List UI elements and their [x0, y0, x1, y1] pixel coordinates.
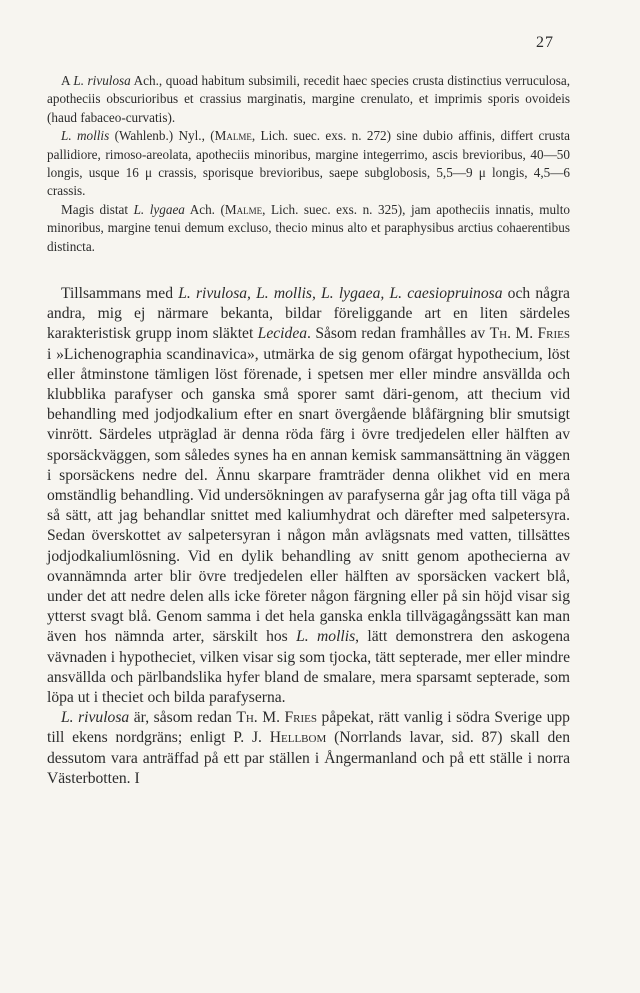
main-paragraph: L. rivulosa är, såsom redan Th. M. Fries påpekat, rätt vanlig i södra Sverige upp till ekens nordgräns; enligt P. J. Hellbom (Norrlands lavar, sid. 87) skall den dessutom vara anträffad på ett par ställen i Ångermanland och på ett ställe i norra Västerbotten. I [47, 709, 570, 787]
small-paragraph: A L. rivulosa Ach., quoad habitum subsimili, recedit haec species crusta distinctius verruculosa, apotheciis obscurioribus et crassius marginatis, margine crenulato, et imprimis sporis ovoideis (haud fabaceo-curvatis). [47, 73, 570, 125]
main-paragraph: Tillsammans med L. rivulosa, L. mollis, L. lygaea, L. caesiopruinosa och några andra, mig ej närmare bekanta, bildar föreliggande art en liten särdeles karakteristisk grupp inom släktet Lecidea. Såsom redan framhålles av Th. M. Fries i »Lichenographia scandinavica», utmärka de sig genom ofärgat hypothecium, löst eller åtminstone tämligen löst förenade, i spetsen mer eller mindre ansvällda och klubblika parafyser och ganska små sporer samt däri-genom, att thecium vid behandling med jodjodkalium efter en snart övergående blåfärgning blir smutsigt vinrött. Särdeles utpräglad är denna röda färg i övre tredjedelen eller hälften av sporsäckväggen, som således synes ha en annan kemisk sammansättning än väggen i sporsäckens nedre del. Ännu skarpare framträder denna olikhet vid en mera omständlig behandling. Vid undersökningen av parafyserna går jag ofta till väga på så sätt, att jag behandlar snittet med kaliumhydrat och därefter med salpetersyra. Sedan överskottet av salpetersyran i någon mån avlägsnats med vatten, tillsättes jodjodkaliumlösning. Vid en dylik behandling av snitt genom apothecierna av ovannämnda arter blir övre tredjedelen eller hälften av sporsäcken vackert blå, under det att nedre delen alls icke företer någon färgning eller på sin höjd visar sig ytterst svagt blå. Genom samma i det hela ganska enkla tillvägagångssätt kan man även hos nämnda arter, särskilt hos L. mollis, lätt demonstrera den askogena vävnaden i hypotheciet, vilken visar sig som tjocka, tätt septerade, mer eller mindre ansvällda och pärlbandslika hyfer bland de smalare, mera sparsamt septerade, som löpa ut i theciet och bilda parafyserna. [47, 285, 570, 707]
small-paragraph: L. mollis (Wahlenb.) Nyl., (Malme, Lich. suec. exs. n. 272) sine dubio affinis, differt crusta pallidiore, rimoso-areolata, apotheciis minoribus, margine integerrimo, ascis brevioribus, 40—50 longis, usque 16 μ crassis, sporisque brevioribus, saepe subglobosis, 5,5—9 μ longis, 4,5—6 crassis. [47, 128, 570, 199]
latin-diagnosis-block [47, 72, 570, 256]
page-number: 27 [536, 34, 554, 51]
small-paragraph: Magis distat L. lygaea Ach. (Malme, Lich. suec. exs. n. 325), jam apotheciis innatis, multo minoribus, margine tenui demum excluso, thecio minus alto et paraphysibus arctius cohaerentibus distincta. [47, 201, 571, 254]
main-text-block [47, 284, 570, 789]
